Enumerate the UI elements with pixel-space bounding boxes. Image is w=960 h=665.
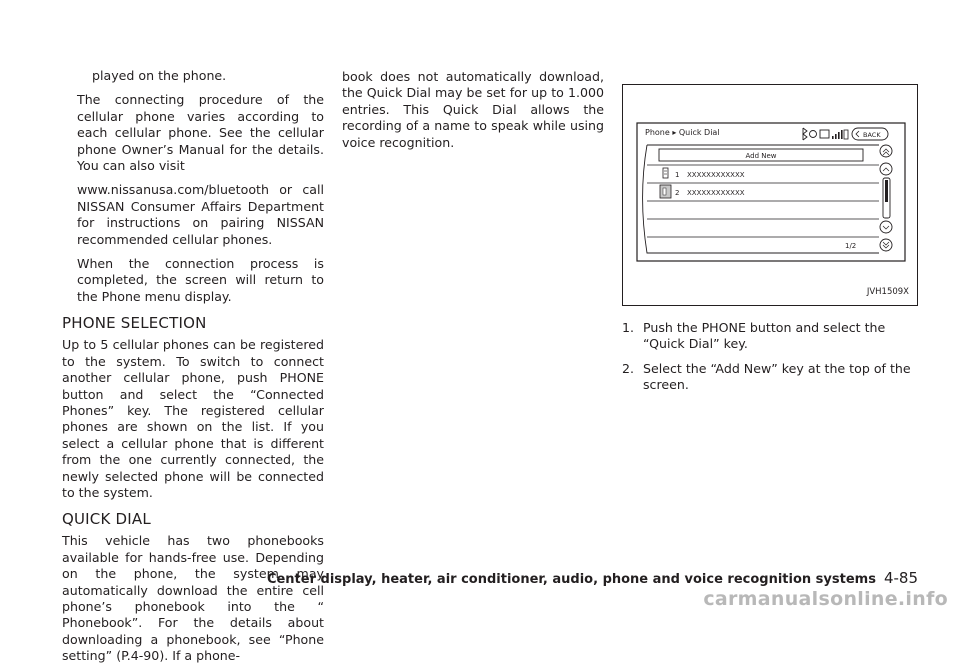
column-right bbox=[622, 84, 918, 402]
entry-number: XXXXXXXXXXXX bbox=[687, 171, 745, 179]
page-number: 4-85 bbox=[883, 569, 918, 587]
paragraph: www.nissanusa.com/bluetooth or call NISSAN Consumer Affairs Department for instructions on pairing NISSAN recommended cellular phones. bbox=[77, 182, 324, 247]
page-footer bbox=[267, 570, 918, 588]
column-middle bbox=[342, 69, 604, 151]
step-text: Push the PHONE button and select the “Quick Dial” key. bbox=[643, 320, 886, 352]
page-indicator: 1/2 bbox=[845, 242, 857, 250]
scrollbar-thumb bbox=[885, 180, 888, 202]
step-number: 2. bbox=[622, 360, 635, 376]
screen-illustration bbox=[623, 85, 919, 307]
battery-icon bbox=[844, 130, 848, 139]
mobile-phone-icon bbox=[663, 168, 668, 178]
quick-dial-entry[interactable] bbox=[663, 168, 745, 179]
back-button[interactable] bbox=[852, 128, 888, 140]
bluetooth-icon bbox=[803, 128, 807, 140]
quick-dial-screen-figure bbox=[622, 84, 918, 306]
quick-dial-entry[interactable] bbox=[660, 185, 745, 198]
watermark: carmanualsonline.info bbox=[703, 588, 948, 610]
entry-index: 1 bbox=[675, 171, 680, 179]
paragraph: When the connection process is completed, the screen will return to the Phone menu display. bbox=[77, 256, 324, 304]
scroll-up-button[interactable] bbox=[880, 163, 892, 175]
breadcrumb: Phone ▸ Quick Dial bbox=[645, 128, 720, 137]
entry-index: 2 bbox=[675, 189, 680, 197]
paragraph: played on the phone. bbox=[92, 68, 227, 83]
step-text: Select the “Add New” key at the top of the screen. bbox=[643, 360, 911, 393]
paragraph: This vehicle has two phonebooks available for hands-free use. Depending on the phone, the system may automatically download the entire cell phone’s phonebook into the “ Phonebook”. For the details about downloading a phonebook, see “Phone setting” (P.4-90). If a phone- bbox=[62, 533, 324, 664]
back-arrow-icon bbox=[856, 131, 859, 137]
page-down-button[interactable] bbox=[880, 239, 892, 251]
scrollbar[interactable] bbox=[883, 178, 890, 218]
section-heading-quick-dial: QUICK DIAL bbox=[62, 510, 151, 529]
voice-icon bbox=[810, 131, 817, 138]
add-new-label: Add New bbox=[745, 152, 777, 160]
entry-number: XXXXXXXXXXXX bbox=[687, 189, 745, 197]
paragraph: The connecting procedure of the cellular phone varies according to each cellular phone. See the cellular phone Owner’s Manual for the details. You can also visit bbox=[77, 92, 324, 174]
add-new-key[interactable] bbox=[659, 149, 863, 161]
paragraph: book does not automatically download, the Quick Dial may be set for up to 1.000 entries. This Quick Dial allows the recording of a name to speak while using voice recognition. bbox=[342, 69, 604, 150]
chevron-up-icon bbox=[883, 168, 889, 171]
step-number: 1. bbox=[622, 320, 635, 335]
paragraph: Up to 5 cellular phones can be registered to the system. To switch to connect another cellular phone, push PHONE button and select the “Connected Phones” key. The registered cellular phones are shown on the list. If you select a cellular phone that is different from the one currently connected, the newly selected phone will be connected to the system. bbox=[62, 337, 324, 500]
double-chevron-down-icon bbox=[883, 242, 889, 248]
page-up-button[interactable] bbox=[880, 145, 892, 157]
figure-code: JVH1509X bbox=[866, 286, 909, 297]
phone-status-icon bbox=[820, 130, 829, 138]
back-label: BACK bbox=[863, 131, 881, 139]
double-chevron-up-icon bbox=[883, 149, 889, 155]
chevron-down-icon bbox=[883, 226, 889, 229]
signal-strength-icon bbox=[832, 130, 843, 139]
steps-list bbox=[622, 320, 918, 394]
list-item bbox=[622, 320, 918, 353]
list-item bbox=[622, 361, 918, 394]
section-heading-phone-selection: PHONE SELECTION bbox=[62, 314, 207, 333]
scroll-down-button[interactable] bbox=[880, 221, 892, 233]
footer-section-title: Center display, heater, air conditioner, audio, phone and voice recognition systems bbox=[266, 572, 876, 587]
